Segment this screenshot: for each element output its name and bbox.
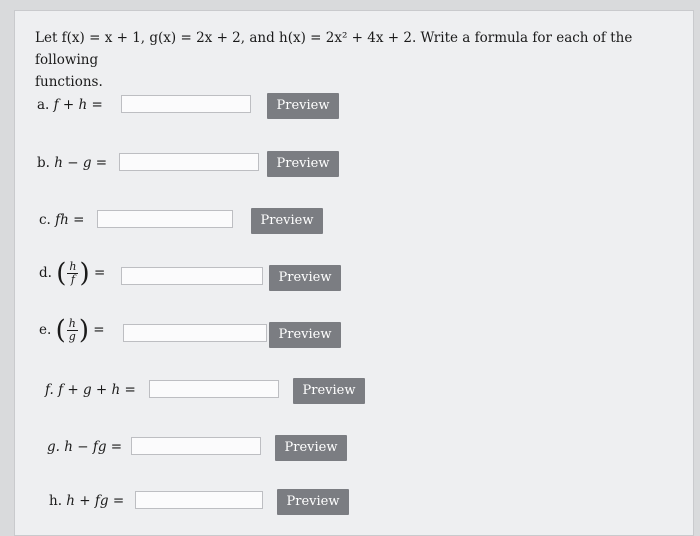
fraction-h-over-g: $\frac{h}{g}$: [68, 317, 76, 343]
answer-input-c[interactable]: [97, 210, 233, 228]
item-e-letter: e.: [39, 322, 52, 338]
preview-button-d[interactable]: Preview: [269, 265, 341, 291]
preview-button-a[interactable]: Preview: [267, 93, 339, 119]
item-f-expression: f + g + h =: [58, 382, 136, 398]
item-c-expression: fh =: [55, 212, 85, 228]
item-b-letter: b.: [37, 155, 50, 171]
preview-button-b[interactable]: Preview: [267, 151, 339, 177]
item-b-expression: h − g =: [54, 155, 108, 171]
item-f-letter: f.: [45, 382, 54, 398]
left-paren: (: [56, 258, 67, 289]
problem-statement: [35, 27, 675, 93]
preview-button-g[interactable]: Preview: [275, 435, 347, 461]
right-paren: ): [78, 315, 89, 346]
item-a-expression: f + h =: [53, 97, 103, 113]
answer-input-e[interactable]: [123, 324, 267, 342]
problem-intro-line1: Let f(x) = x + 1, g(x) = 2x + 2, and h(x) = 2x² + 4x + 2. Write a formula for each of the following: [35, 30, 633, 68]
preview-button-e[interactable]: Preview: [269, 322, 341, 348]
item-h-letter: h.: [49, 493, 62, 509]
preview-button-f[interactable]: Preview: [293, 378, 365, 404]
item-h-expression: h + fg =: [66, 493, 125, 509]
answer-input-h[interactable]: [135, 491, 263, 509]
item-e-equals: =: [93, 322, 105, 338]
answer-input-g[interactable]: [131, 437, 261, 455]
preview-button-c[interactable]: Preview: [251, 208, 323, 234]
preview-button-h[interactable]: Preview: [277, 489, 349, 515]
item-d-equals: =: [93, 265, 106, 281]
answer-input-d[interactable]: [121, 267, 263, 285]
item-d-letter: d.: [39, 265, 52, 281]
problem-panel: [14, 10, 694, 536]
answer-input-a[interactable]: [121, 95, 251, 113]
right-paren: ): [79, 258, 90, 289]
left-paren: (: [55, 315, 66, 346]
item-c-letter: c.: [39, 212, 51, 228]
answer-input-f[interactable]: [149, 380, 279, 398]
item-a-letter: a.: [37, 97, 50, 113]
item-g-expression: h − fg =: [64, 439, 123, 455]
problem-intro-line2: functions.: [35, 74, 103, 90]
fraction-h-over-f: $\frac{h}{f}$: [69, 260, 77, 286]
answer-input-b[interactable]: [119, 153, 259, 171]
item-g-letter: g.: [47, 439, 60, 455]
